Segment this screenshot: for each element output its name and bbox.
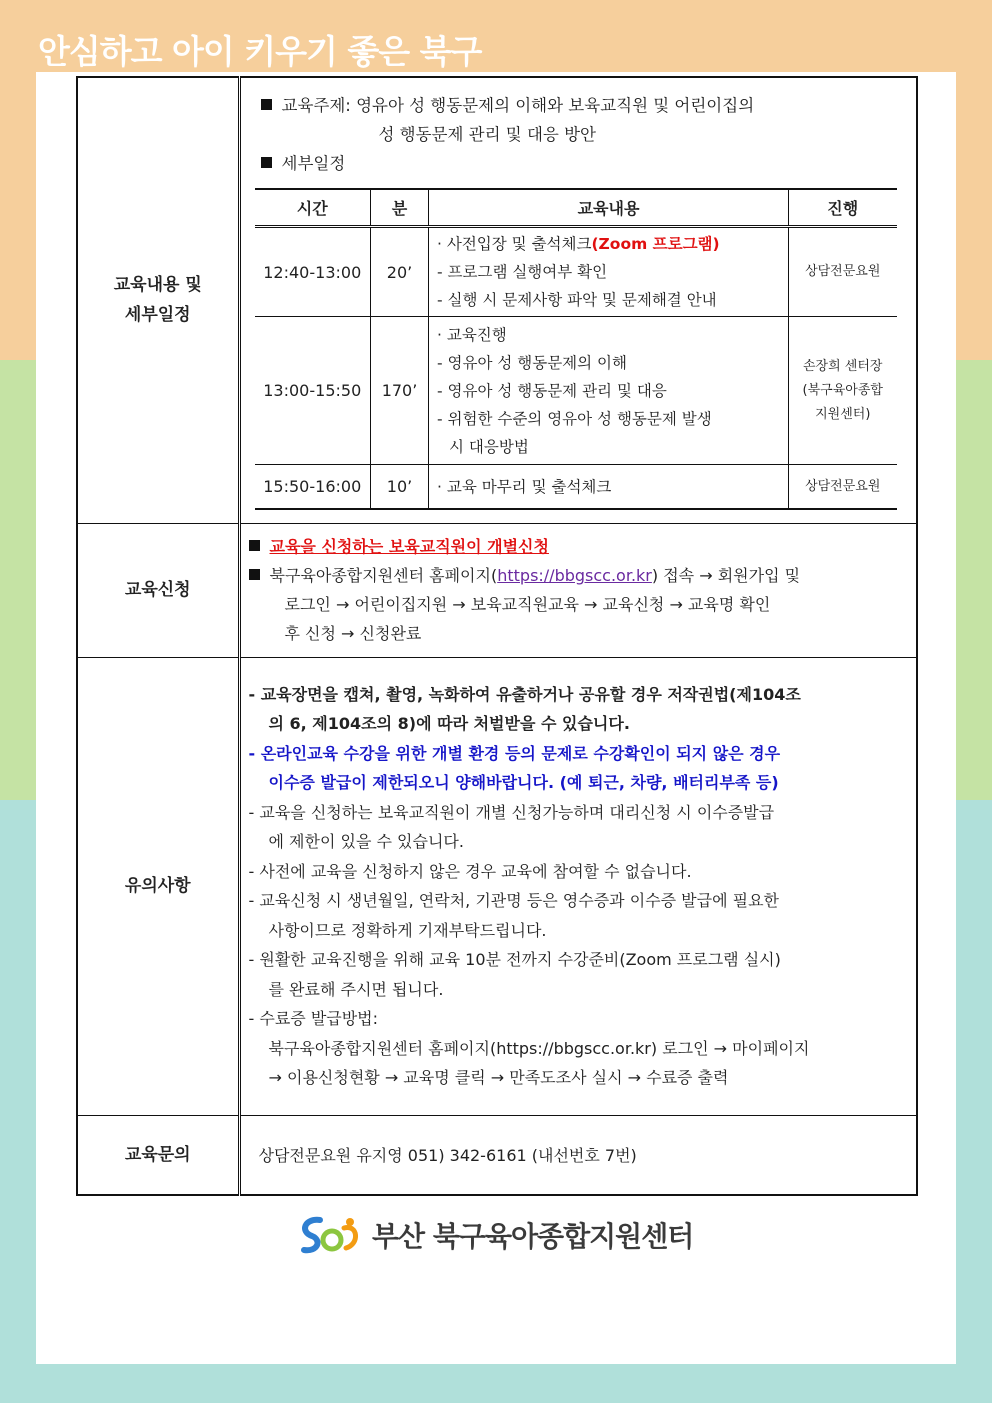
table-row: [255, 227, 897, 317]
zoom-highlight: (Zoom 프로그램): [591, 235, 720, 254]
note-certificate: [249, 1004, 909, 1093]
topic-text-1: 영유아 성 행동문제의 이해와 보육교직원 및 어린이집의: [356, 95, 755, 115]
application-text: [241, 532, 917, 648]
row-staff: 상담전문요원: [789, 227, 897, 317]
application-line-3: 로그인 → 어린이집지원 → 보육교직원교육 → 교육신청 → 교육명 확인: [284, 595, 771, 614]
row-inquiry: [77, 1115, 917, 1195]
org-name: 부산 북구육아종합지원센터: [372, 1220, 694, 1253]
row-content: [429, 317, 789, 465]
content-item: 시 대응방법: [449, 437, 529, 456]
header-staff: 진행: [789, 189, 897, 227]
header-content: 교육내용: [429, 189, 789, 227]
apply-suffix: ) 접속 → 회원가입 및: [651, 566, 801, 585]
inquiry-contact: 상담전문요원 유지영 051) 342-6161 (내선번호 7번): [258, 1146, 637, 1166]
note-line: 북구육아종합지원센터 홈페이지(https://bbgscc.or.kr) 로그인 → 마이페이지: [268, 1038, 810, 1058]
row-minutes: 20’: [371, 227, 429, 317]
square-bullet-icon: [261, 157, 272, 168]
label-application: 교육신청: [77, 523, 239, 657]
note-line: 사항이므로 정확하게 기재부탁드립니다.: [268, 920, 547, 940]
content-item: · 사전입장 및 출석체크: [437, 235, 592, 254]
content-item: - 영유아 성 행동문제의 이해: [437, 353, 628, 372]
row-content: [429, 227, 789, 317]
row-staff: [789, 317, 897, 465]
application-line-2: [249, 561, 917, 590]
row-time: 13:00-15:50: [255, 317, 371, 465]
row-minutes: 170’: [371, 317, 429, 465]
row-content-schedule: [77, 77, 917, 523]
header-minutes: 분: [371, 189, 429, 227]
row-content: [429, 465, 789, 509]
content-item: - 영유아 성 행동문제 관리 및 대응: [437, 381, 667, 400]
note-preregister: [249, 857, 909, 887]
note-line: - 원활한 교육진행을 위해 교육 10분 전까지 수강준비(Zoom 프로그램 실시): [248, 950, 781, 969]
topic-text-2: 성 행동문제 관리 및 대응 방안: [378, 124, 596, 144]
note-prepare-zoom: [249, 945, 909, 1004]
topic-line-2: [249, 120, 909, 149]
application-line-1: [249, 532, 917, 561]
footer-logo: [298, 1214, 693, 1256]
content-item: · 교육진행: [437, 325, 507, 344]
note-line: → 이용신청현황 → 교육명 클릭 → 만족도조사 실시 → 수료증 출력: [268, 1068, 729, 1087]
note-line: 의 6, 제104조의 8)에 따라 처벌받을 수 있습니다.: [268, 714, 630, 733]
label-inquiry: 교육문의: [77, 1115, 239, 1195]
label-content-schedule: [77, 77, 239, 523]
square-bullet-icon: [249, 569, 260, 580]
info-table: [76, 76, 918, 1196]
banner-title: 안심하고 아이 키우기 좋은 북구: [38, 32, 482, 71]
note-individual-apply: [249, 798, 909, 857]
row-staff: 상담전문요원: [805, 478, 881, 494]
staff-line: 지원센터): [815, 406, 871, 422]
schedule-table: [255, 188, 897, 510]
label-line1: 교육내용 및: [113, 275, 202, 296]
content-item: · 교육 마무리 및 출석체크: [437, 477, 612, 496]
note-line: - 교육신청 시 생년월일, 연락처, 기관명 등은 영수증과 이수증 발급에 필요한: [248, 891, 779, 910]
label-notes: 유의사항: [77, 657, 239, 1115]
row-time: 15:50-16:00: [255, 465, 371, 509]
table-row: [255, 465, 897, 509]
topic-prefix: 교육주제:: [281, 95, 357, 115]
note-line: - 교육장면을 캡쳐, 촬영, 녹화하여 유출하거나 공유할 경우 저작권법(제104조: [248, 684, 801, 704]
apply-prefix: 북구육아종합지원센터 홈페이지(: [269, 566, 498, 585]
note-line: - 수료증 발급방법:: [248, 1009, 379, 1028]
header-time: 시간: [255, 189, 371, 227]
note-line: - 사전에 교육을 신청하지 않은 경우 교육에 참여할 수 없습니다.: [248, 861, 692, 881]
note-copyright: [249, 680, 909, 739]
square-bullet-icon: [249, 540, 260, 551]
row-application: [77, 523, 917, 657]
row-notes: [77, 657, 917, 1115]
center-logo-icon: [298, 1214, 364, 1256]
note-line: - 온라인교육 수강을 위한 개별 환경 등의 문제로 수강확인이 되지 않은 경우: [248, 743, 781, 763]
row-minutes: 10’: [371, 465, 429, 509]
staff-line: (북구육아종합: [802, 382, 883, 398]
content-schedule-cell: [239, 77, 917, 523]
content-item: - 실행 시 문제사항 파악 및 문제해결 안내: [437, 291, 717, 310]
note-line: 이수증 발급이 제한되오니 양해바랍니다. (예 퇴근, 차량, 배터리부족 등): [268, 773, 779, 792]
notes-cell: [239, 657, 917, 1115]
note-line: 에 제한이 있을 수 있습니다.: [268, 832, 464, 851]
homepage-link[interactable]: https://bbgscc.or.kr: [497, 566, 652, 585]
square-bullet-icon: [261, 99, 272, 110]
individual-apply-notice: 교육을 신청하는 보육교직원이 개별신청: [269, 537, 549, 556]
note-line: - 교육을 신청하는 보육교직원이 개별 신청가능하며 대리신청 시 이수증발급: [248, 802, 775, 822]
note-accurate-info: [249, 886, 909, 945]
content-item: - 프로그램 실행여부 확인: [437, 263, 608, 282]
note-line: 를 완료해 주시면 됩니다.: [268, 979, 444, 999]
row-time: 12:40-13:00: [255, 227, 371, 317]
document-page: [36, 72, 956, 1364]
table-row: [255, 317, 897, 465]
schedule-title-line: [249, 149, 909, 178]
schedule-title: 세부일정: [281, 153, 346, 173]
application-line-4: 후 신청 → 신청완료: [284, 624, 422, 643]
staff-line: 손장희 센터장: [803, 358, 883, 374]
application-cell: [239, 523, 917, 657]
content-item: - 위험한 수준의 영유아 성 행동문제 발생: [437, 409, 712, 428]
label-line2: 세부일정: [124, 305, 191, 326]
note-online-environment: [249, 739, 909, 798]
topic-line: [249, 91, 909, 120]
